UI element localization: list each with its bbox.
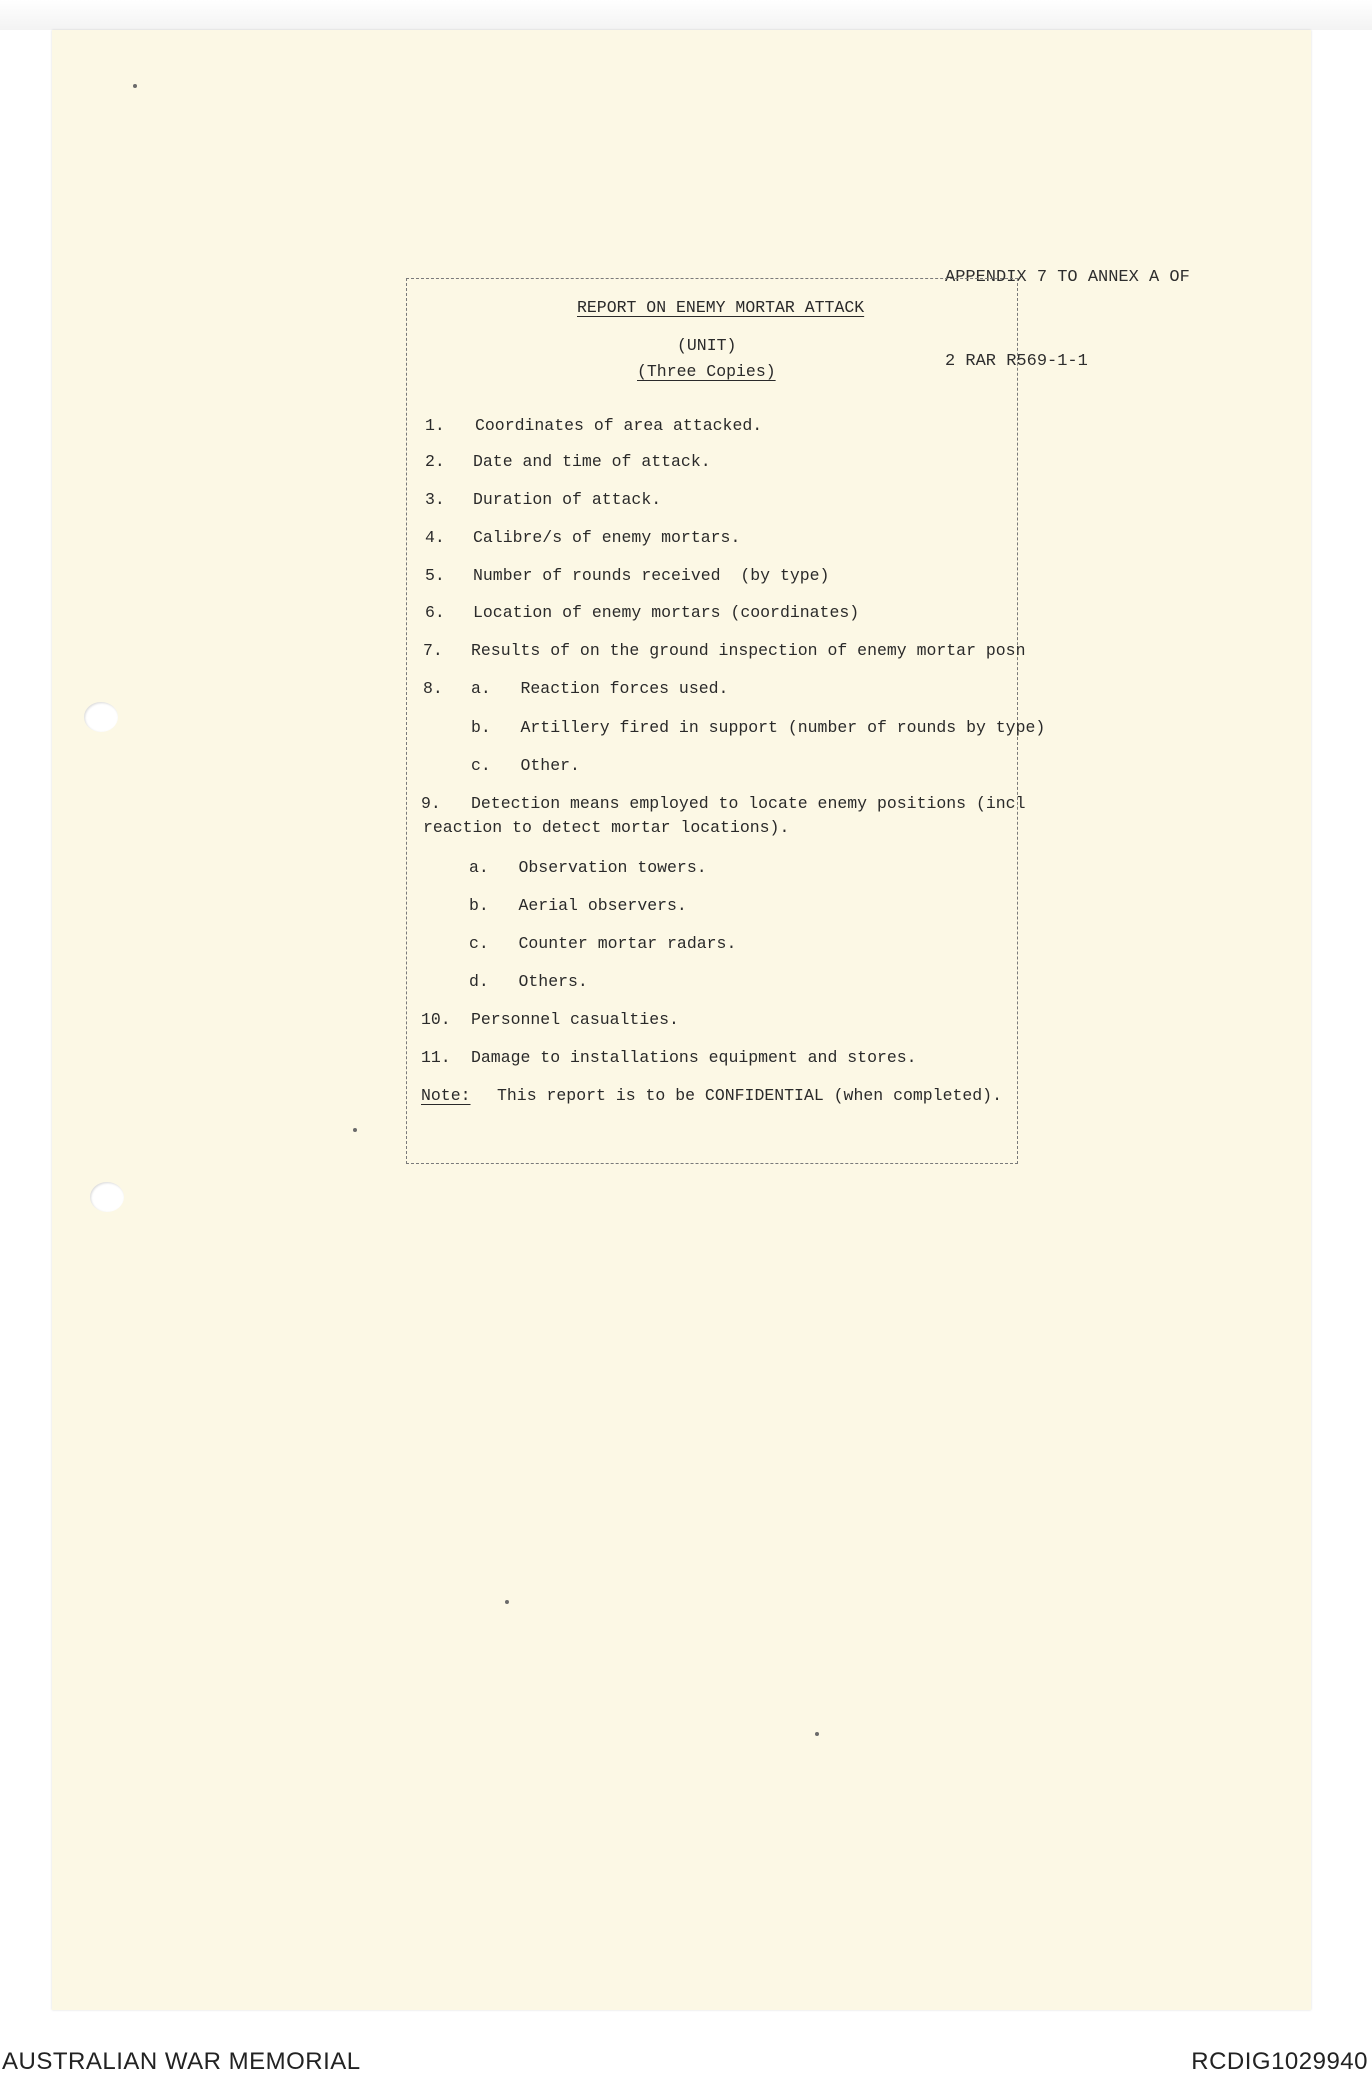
- item-number: 3.: [425, 490, 445, 509]
- item-number: 10.: [421, 1010, 451, 1029]
- note-label: Note:: [421, 1086, 471, 1105]
- item-text: Results of on the ground inspection of enemy mortar posn: [471, 641, 1026, 660]
- item-text: b. Artillery fired in support (number of rounds by type): [471, 718, 1046, 737]
- item-text: Detection means employed to locate enemy positions (incl: [471, 794, 1026, 813]
- item-text: a. Observation towers.: [469, 858, 707, 877]
- appendix-line-1: APPENDIX 7 TO ANNEX A OF: [945, 268, 1190, 287]
- item-text: Number of rounds received (by type): [473, 566, 830, 585]
- report-title: REPORT ON ENEMY MORTAR ATTACK: [577, 298, 865, 317]
- item-text: c. Other.: [471, 756, 580, 775]
- paper-speck: [133, 84, 137, 88]
- scan-top-edge: [0, 0, 1372, 30]
- item-text: reaction to detect mortar locations).: [423, 818, 790, 837]
- item-text: b. Aerial observers.: [469, 896, 687, 915]
- item-text: Date and time of attack.: [473, 452, 711, 471]
- report-unit: (UNIT): [677, 336, 737, 355]
- item-number: 1.: [425, 416, 445, 435]
- punch-hole-upper: [84, 702, 118, 732]
- item-number: 5.: [425, 566, 445, 585]
- item-number: 6.: [425, 603, 445, 622]
- item-text: Personnel casualties.: [471, 1010, 679, 1029]
- footer-record-id: RCDIG1029940: [1191, 2048, 1368, 2075]
- footer-archive-name: AUSTRALIAN WAR MEMORIAL: [2, 2048, 361, 2075]
- item-text: d. Others.: [469, 972, 588, 991]
- item-number: 8.: [423, 679, 443, 698]
- appendix-line-2: 2 RAR R569-1-1: [945, 352, 1088, 371]
- item-text: Calibre/s of enemy mortars.: [473, 528, 741, 547]
- item-number: 9.: [421, 794, 441, 813]
- item-text: Damage to installations equipment and stores.: [471, 1048, 917, 1067]
- paper-speck: [353, 1128, 357, 1132]
- item-text: Location of enemy mortars (coordinates): [473, 603, 860, 622]
- item-text: c. Counter mortar radars.: [469, 934, 737, 953]
- item-number: 4.: [425, 528, 445, 547]
- note-text: This report is to be CONFIDENTIAL (when completed).: [497, 1086, 1002, 1105]
- report-copies: (Three Copies): [637, 362, 776, 381]
- item-number: 7.: [423, 641, 443, 660]
- item-text: Duration of attack.: [473, 490, 662, 509]
- item-number: 11.: [421, 1048, 451, 1067]
- paper-speck: [815, 1732, 819, 1736]
- paper-speck: [505, 1600, 509, 1604]
- item-text: a. Reaction forces used.: [471, 679, 729, 698]
- punch-hole-lower: [90, 1182, 124, 1212]
- item-text: Coordinates of area attacked.: [475, 416, 763, 435]
- item-number: 2.: [425, 452, 445, 471]
